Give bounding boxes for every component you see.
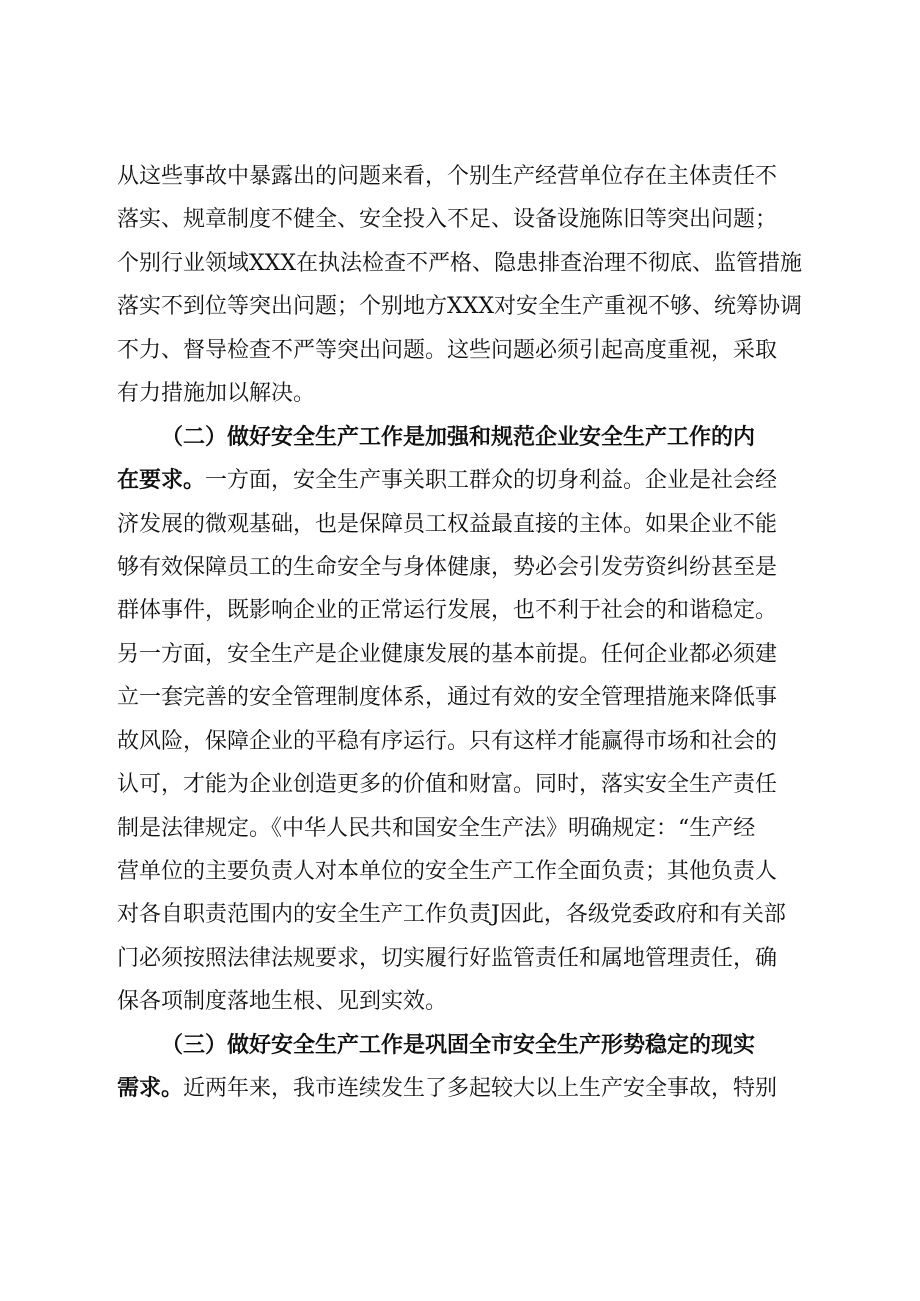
body-line: 故风险，保障企业的平稳有序运行。只有这样才能赢得市场和社会的 [117, 728, 778, 754]
body-line: 门必须按照法律法规要求，切实履行好监管责任和属地管理责任，确 [117, 945, 778, 971]
body-line: 对各自职责范围内的安全生产工作负责J因此，各级党委政府和有关部 [117, 902, 786, 928]
body-line: 不力、督导检查不严等突出问题。这些问题必须引起高度重视，采取 [117, 337, 778, 363]
body-line [117, 459, 817, 502]
section-heading-text: 需求。 [117, 1076, 184, 1102]
section-heading-text: （三）做好安全生产工作是巩固全市安全生产形势稳定的现实 [161, 1032, 756, 1058]
body-line: 落实、规章制度不健全、安全投入不足、设备设施陈旧等突出问题； [117, 207, 778, 233]
section-heading-text: 在要求。 [117, 468, 206, 494]
body-text: 一方面，安全生产事关职工群众的切身利益。企业是社会经 [205, 468, 778, 494]
document-body [117, 155, 817, 1111]
body-line: 落实不到位等突出问题；个别地方XXX对安全生产重视不够、统筹协调 [117, 294, 802, 320]
body-line: 从这些事故中暴露出的问题来看，个别生产经营单位存在主体责任不 [117, 164, 778, 189]
body-line [117, 1067, 817, 1110]
body-line: 济发展的微观基础，也是保障员工权益最直接的主体。如果企业不能 [117, 511, 778, 537]
body-line: 认可，才能为企业创造更多的价值和财富。同时，落实安全生产责任 [117, 772, 778, 798]
body-line: 个别行业领域XXX在执法检查不严格、隐患排查治理不彻底、监管措施 [117, 250, 802, 276]
body-line: 营单位的主要负责人对本单位的安全生产工作全面负责；其他负责人 [117, 859, 778, 884]
body-line: 另一方面，安全生产是企业健康发展的基本前提。任何企业都必须建 [117, 641, 778, 667]
body-line: 有力措施加以解决。 [117, 381, 316, 407]
body-line: 够有效保障员工的生命安全与身体健康，势必会引发劳资纠纷甚至是 [117, 554, 778, 580]
section-heading [117, 416, 817, 459]
body-line: 群体事件，既影响企业的正常运行发展，也不利于社会的和谐稳定。 [117, 598, 778, 624]
body-line: 保各项制度落地生根、见到实效。 [117, 989, 448, 1015]
section-heading [117, 1024, 817, 1067]
body-text: 近两年来，我市连续发生了多起较大以上生产安全事故，特别 [183, 1076, 778, 1102]
body-line: 制是法律规定。《中华人民共和国安全生产法》明确规定：“生产经 [117, 815, 756, 841]
body-line: 立一套完善的安全管理制度体系，通过有效的安全管理措施来降低事 [117, 685, 778, 711]
section-heading-text: （二）做好安全生产工作是加强和规范企业安全生产工作的内 [161, 424, 756, 450]
